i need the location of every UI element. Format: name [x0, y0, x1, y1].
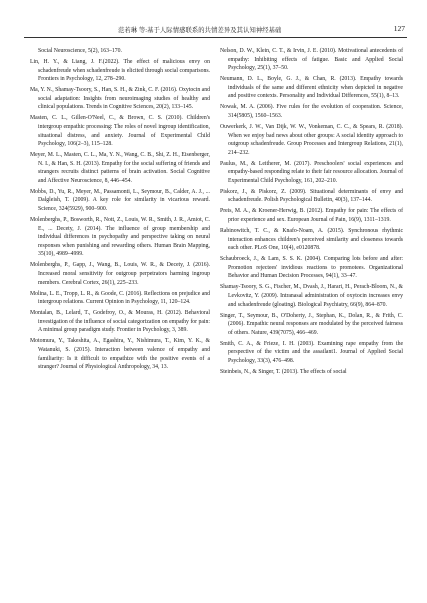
reference-entry: Ouwerkerk, J. W., Van Dijk, W. W., Vonkeman, C. C., & Spears, R. (2018). When we enjoy bad news about other groups: A social identity approach to outgroup schadenfreude. Group Processes and Intergroup Relations, 21(1), 214–232.	[220, 123, 403, 156]
page-header	[24, 23, 407, 38]
reference-entry: Neumann, D. L., Boyle, G. J., & Chan, R. (2013). Empathy towards individuals of the same and different ethnicity when depicted in negative and positive contexts. Personality and Individual Differences, 55(1), 8–13.	[220, 76, 403, 100]
reference-entry: Lin, H. Y., & Liang, J. F.(2022). The effect of malicious envy on schadenfreude when schadenfreude is elicited through social comparisons. Frontiers in Psychology, 12, 278–290.	[30, 58, 210, 83]
reference-entry: Masten, C. L., Gillen-O'Neel, C., & Brown, C. S. (2010). Children's intergroup empathic processing: The roles of novel ingroup identification, situational distress, and anxiety. Journal of Experimental Child Psychology, 106(2–3), 115–128.	[30, 115, 210, 148]
reference-entry: Mobbs, D., Yu, R., Meyer, M., Passamonti, L., Seymour, B., Calder, A. J., ... Dalgleish, T. (2009). A key role for similarity in vicarious reward. Science, 324(5929), 900–900.	[30, 188, 210, 213]
reference-entry: Montalan, B., Lelard, T., Godefroy, O., & Mouras, H. (2012). Behavioral investigation of the influence of social categorization on empathy for pain: A minimal group paradigm study. Frontier in Psychology, 3, 389.	[30, 310, 210, 334]
page-number: 127	[393, 24, 405, 33]
reference-entry: Molina, L. E., Tropp, L. R., & Goode, C. (2016). Reflections on prejudice and intergroup relations. Current Opinion in Psychology, 11, 120–124.	[30, 290, 210, 306]
reference-entry: Social Neuroscience, 5(2), 163–170.	[38, 48, 122, 54]
reference-entry: Motomura, Y., Takeshita, A., Egashira, Y., Nishimura, T., Kim, Y. K., & Watanuki, S. (2015). Interaction between valence of empathy and familiarity: Is it difficult to empathize with the positive events of a stranger? Journal of Physiological Anthropology, 34, 13.	[30, 338, 210, 371]
reference-entry: Nelson, D. W., Klein, C. T., & Irvin, J. E. (2010). Motivational antecedents of empathy: Inhibiting effects of fatigue. Basic and Applied Social Psychology, 25(1), 37–50.	[220, 48, 403, 72]
reference-entry: Shamay-Tsoory, S. G., Fischer, M., Dvash, J., Harari, H., Perach-Bloom, N., & Levkovitz, Y. (2009). Intranasal administration of oxytocin increases envy and schadenfreude (gloating). Biological Psychiatry, 66(9), 864–870.	[220, 284, 403, 308]
reference-entry: Ma, Y. N., Shamay-Tsoory, S., Han, S. H., & Zink, C. F. (2016). Oxytocin and social adaptation: Insights from neuroimaging studies of healthy and clinical populations. Trends in Cognitive Sciences, 20(2), 133–145.	[30, 87, 210, 111]
references-left-column	[30, 47, 210, 374]
reference-entry: Molenberghs, P., Gapp, J., Wang, B., Louis, W. R., & Decety, J. (2016). Increased moral sensitivity for outgroup perpetrators harming ingroup members. Cerebral Cortex, 26(1), 225–233.	[30, 262, 210, 286]
reference-entry: Piskorz, J., & Piskorz, Z. (2009). Situational determinants of envy and schadenfreude. Polish Psychological Bulletin, 40(3), 137–144.	[220, 188, 403, 204]
reference-entry: Schaubroeck, J., & Lam, S. S. K. (2004). Comparing lots before and after: Promotion rejectees' invidious reactions to promotees. Organizational Behavior and Human Decision Processes, 94(1), 33–47.	[220, 256, 403, 280]
references-right-column	[220, 47, 403, 379]
reference-entry: Paulus, M., & Leitherer, M. (2017). Preschoolers' social experiences and empathy-based responding relate to their fair resource allocation. Journal of Experimental Child Psychology, 161, 202–210.	[220, 160, 403, 184]
reference-entry: Nowak, M. A. (2006). Five rules for the evolution of cooperation. Science, 314(5805), 1560–1563.	[220, 104, 403, 119]
reference-entry: Steinbeis, N., & Singer, T. (2013). The effects of social	[220, 368, 347, 375]
reference-entry: Smith, C. A., & Frieze, I. H. (2003). Examining rape empathy from the perspective of the victim and the assailant1. Journal of Applied Social Psychology, 33(3), 476–498.	[220, 340, 403, 364]
reference-entry: Singer, T., Seymour, B., O'Doherty, J., Stephan, K., Dolan, R., & Frith, C. (2006). Empathic neural responses are modulated by the perceived fairness of others. Nature, 439(7075), 466–469.	[220, 312, 403, 336]
reference-entry: Rabinowitch, T. C., & Knafo-Noam, A. (2015). Synchronous rhythmic interaction enhances children's perceived similarity and closeness towards each other. PLoS One, 10(4), e0120878.	[220, 228, 403, 252]
reference-entry: Molenberghs, P., Bosworth, R., Nott, Z., Louis, W. R., Smith, J. R., Amiot, C. E., ... Decety, J. (2014). The influence of group membership and individual differences in psychopathy and perspective taking on neural responses when punishing and rewarding others. Human Brain Mapping, 35(10), 4989–4999.	[30, 217, 210, 258]
running-title: 范若琳 等:基于人际情感联系的共情差异及其认知神经基础	[118, 27, 282, 34]
reference-entry: Meyer, M. L., Masten, C. L., Ma, Y. N., Wang, C. B., Shi, Z. H., Eisenberger, N. I., & Han, S. H. (2013). Empathy for the social suffering of friends and strangers recruits distinct patterns of brain activation. Social Cognitive and Affective Neuroscience, 8, 446–454.	[30, 152, 210, 184]
reference-entry: Preis, M. A., & Kroener-Herwig, B. (2012). Empathy for pain: The effects of prior experience and sex. European Journal of Pain, 16(9), 1311–1319.	[220, 208, 403, 224]
